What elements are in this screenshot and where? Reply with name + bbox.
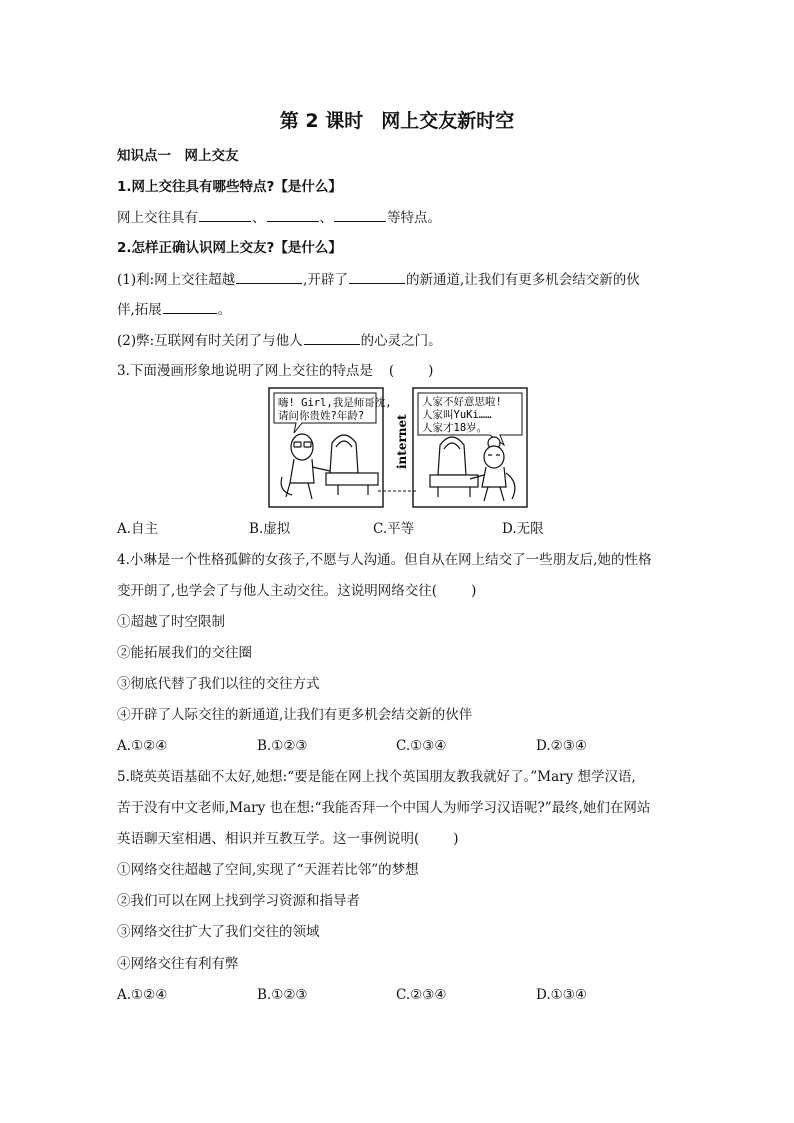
internet-label: internet — [395, 414, 409, 469]
q4-stem-2: 变开朗了,也学会了与他人主动交往。这说明网络交往( ) — [117, 583, 477, 599]
q4-option-d[interactable]: D.②③④ — [536, 738, 587, 754]
q5-stem-2: 苦于没有中文老师,Mary 也在想:“我能否拜一个中国人为师学习汉语呢?”最终,她们在网站 — [117, 800, 651, 816]
cartoon-illustration — [268, 387, 528, 509]
q4-item-2: ②能拓展我们的交往圈 — [117, 645, 252, 661]
q5-item-3: ③网络交往扩大了我们交往的领域 — [117, 924, 320, 940]
q4-stem-1: 4.小琳是一个性格孤僻的女孩子,不愿与人沟通。但自从在网上结交了一些朋友后,她的性格 — [117, 552, 652, 568]
q4-item-3: ③彻底代替了我们以往的交往方式 — [117, 676, 320, 692]
q3-options — [117, 519, 697, 539]
q3-option-c[interactable]: C.平等 — [373, 521, 415, 537]
left-bubble-text-2: 请问你贵姓?年龄? — [278, 410, 365, 422]
q1-fill-line: 网上交往具有 、 、 等特点。 — [117, 207, 697, 228]
q2-blank-4[interactable] — [304, 330, 360, 345]
right-bubble-text-1: 人家不好意思啦! — [422, 396, 502, 408]
lesson-title: 网上交友新时空 — [381, 110, 515, 132]
q4-options — [117, 736, 697, 756]
q4-item-4: ④开辟了人际交往的新通道,让我们有更多机会结交新的伙伴 — [117, 707, 473, 723]
q2-line-3: (2)弊:互联网有时关闭了与他人 的心灵之门。 — [117, 330, 697, 351]
q5-option-a[interactable]: A.①②④ — [117, 987, 168, 1003]
lesson-number: 第 2 课时 — [279, 110, 364, 132]
q4-option-b[interactable]: B.①②③ — [257, 738, 308, 754]
q1-blank-1[interactable] — [199, 207, 251, 222]
q5-option-d[interactable]: D.①③④ — [536, 987, 587, 1003]
left-bubble-text-1: 嗨! Girl,我是师哥沈, — [278, 397, 392, 409]
right-bubble-text-2: 人家叫YuKi…… — [422, 409, 492, 421]
q5-options — [117, 985, 697, 1005]
q3-option-d[interactable]: D.无限 — [502, 521, 544, 537]
q3-option-a[interactable]: A.自主 — [117, 521, 159, 537]
section-heading: 知识点一 网上交友 — [117, 148, 239, 164]
q5-item-1: ①网络交往超越了空间,实现了“天涯若比邻”的梦想 — [117, 862, 419, 878]
q5-stem-1: 5.晓英英语基础不太好,她想:“要是能在网上找个英国朋友教我就好了。”Mary 想学汉语, — [117, 769, 636, 785]
q2-heading: 2.怎样正确认识网上交友?【是什么】 — [117, 240, 342, 256]
q2-line-1: (1)利:网上交往超越 ,开辟了 的新通道,让我们有更多机会结交新的伙 — [117, 269, 697, 290]
right-bubble-text-3: 人家才18岁。 — [422, 422, 488, 434]
q4-item-1: ①超越了时空限制 — [117, 614, 225, 630]
q1-blank-3[interactable] — [334, 207, 386, 222]
q2-line-2: 伴,拓展 。 — [117, 299, 697, 320]
q5-item-4: ④网络交往有利有弊 — [117, 956, 239, 972]
q2-blank-2[interactable] — [349, 269, 405, 284]
q4-option-c[interactable]: C.①③④ — [396, 738, 447, 754]
q2-blank-1[interactable] — [236, 269, 302, 284]
q1-heading: 1.网上交往具有哪些特点?【是什么】 — [117, 179, 342, 195]
q3-stem: 3.下面漫画形象地说明了网上交往的特点是 ( ) — [117, 363, 434, 379]
q5-option-b[interactable]: B.①②③ — [257, 987, 308, 1003]
q5-item-2: ②我们可以在网上找到学习资源和指导者 — [117, 893, 360, 909]
q3-option-b[interactable]: B.虚拟 — [249, 521, 291, 537]
q1-blank-2[interactable] — [267, 207, 319, 222]
q5-stem-3: 英语聊天室相遇、相识并互教互学。这一事例说明( ) — [117, 831, 459, 847]
q2-blank-3[interactable] — [163, 299, 217, 314]
q4-option-a[interactable]: A.①②④ — [117, 738, 168, 754]
q5-option-c[interactable]: C.②③④ — [396, 987, 447, 1003]
page-title — [0, 106, 794, 133]
